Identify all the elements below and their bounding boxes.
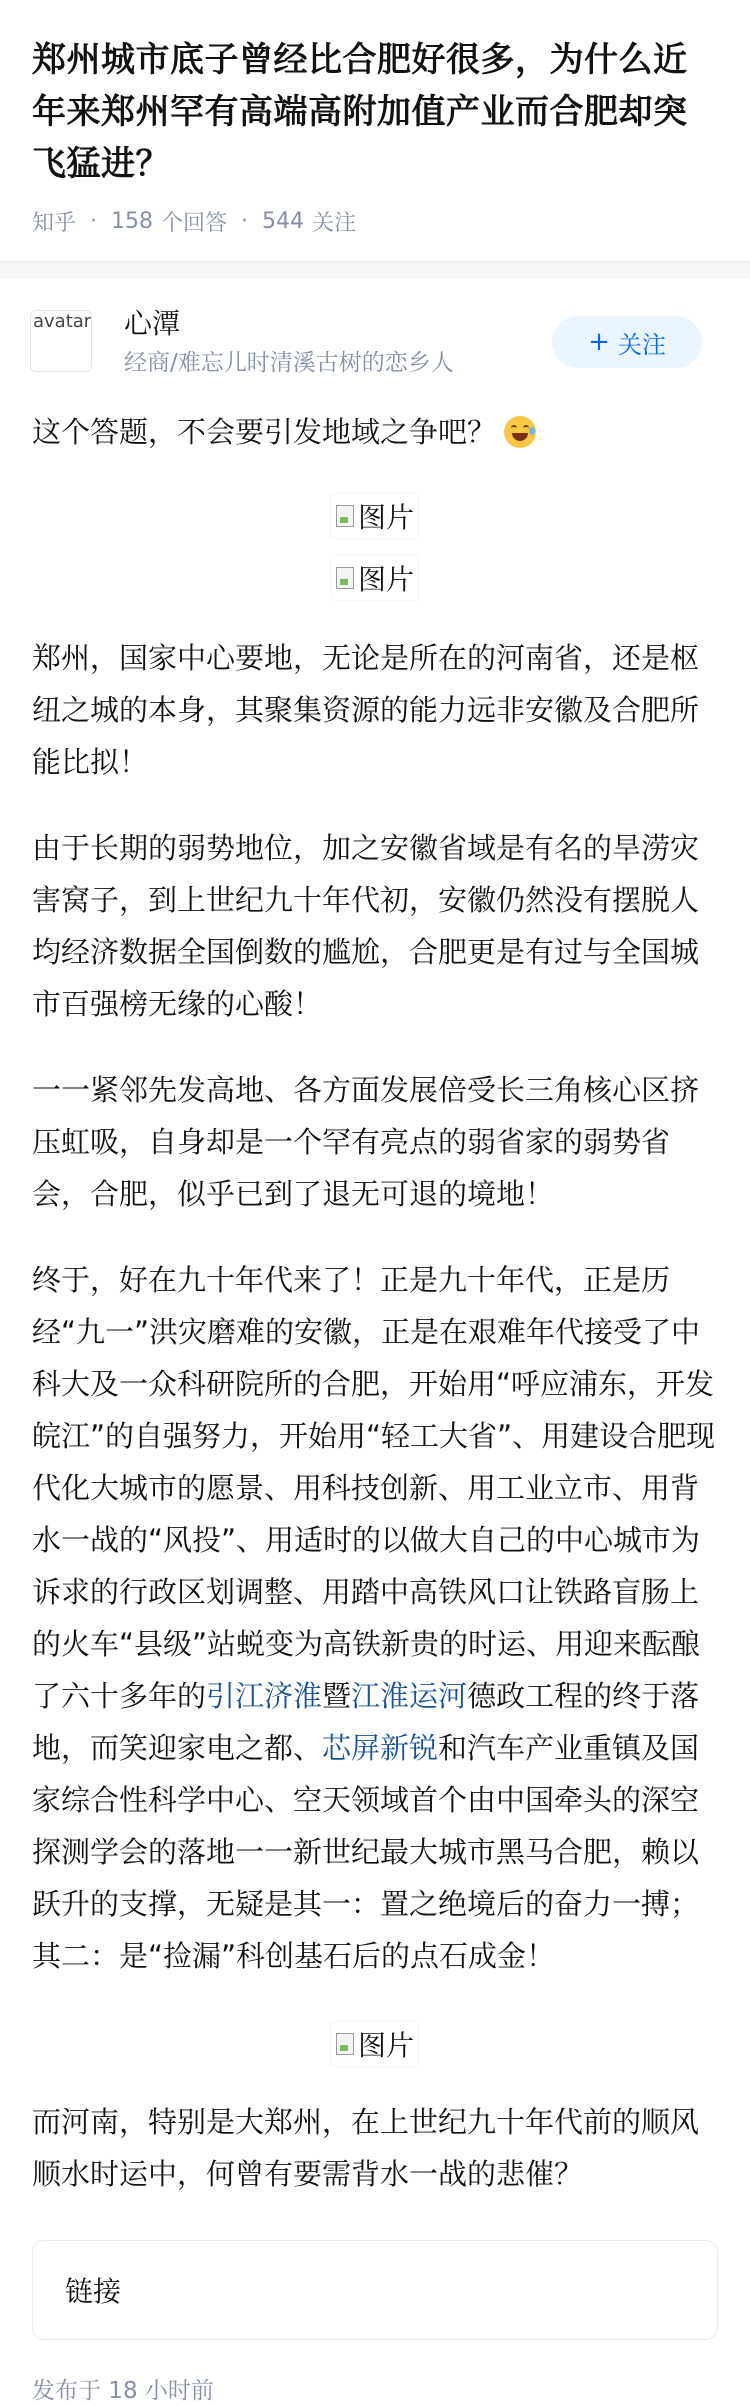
image-placeholder[interactable] <box>32 556 718 600</box>
answer-paragraph: 一一紧邻先发高地、各方面发展倍受长三角核心区挤压虹吸，自身却是一个罕有亮点的弱省家的弱势省会，合肥，似乎已到了退无可退的境地！ <box>32 1073 700 1211</box>
image-label: 图片 <box>357 2029 414 2062</box>
answer-count-label[interactable]: 个回答 <box>161 211 228 236</box>
paragraph-text: 暨 <box>322 1679 352 1713</box>
link-xinping-xinrui[interactable]: 芯屏新锐 <box>322 1731 439 1765</box>
meta-dot: · <box>241 209 249 234</box>
answer-intro <box>32 406 718 458</box>
paragraph-text: 德政工程的终于落地，而笑迎家电之都、 <box>32 1679 700 1765</box>
link-jianghuai-canal[interactable]: 江淮运河 <box>351 1679 468 1713</box>
author-bio: 经商/难忘儿时清溪古树的恋乡人 <box>124 350 454 376</box>
image-label: 图片 <box>357 501 414 534</box>
follow-count-label: 关注 <box>312 211 357 236</box>
broken-image-icon <box>336 505 354 527</box>
image-box <box>332 556 418 600</box>
avatar[interactable] <box>30 310 92 372</box>
avatar-alt-text: avatar <box>33 311 92 332</box>
broken-image-icon <box>336 2033 354 2055</box>
author-row <box>0 278 750 378</box>
platform-label[interactable]: 知乎 <box>32 211 77 236</box>
answer-content <box>0 406 750 2200</box>
follow-count: 544 <box>262 209 305 234</box>
answer-body <box>32 632 718 1982</box>
link-yinjiangjihuai[interactable]: 引江济淮 <box>206 1679 323 1713</box>
published-time: 发布于 18 小时前 <box>32 2378 214 2404</box>
image-label: 图片 <box>357 563 414 596</box>
question-meta <box>32 206 718 237</box>
follow-button[interactable] <box>552 316 702 368</box>
link-card-label: 链接 <box>65 2275 122 2308</box>
answer-paragraph: 由于长期的弱势地位，加之安徽省域是有名的旱涝灾害窝子，到上世纪九十年代初，安徽仍然没有摆脱人均经济数据全国倒数的尴尬，合肥更是有过与全国城市百强榜无缘的心酸！ <box>32 831 700 1021</box>
plus-icon: + <box>588 327 610 357</box>
link-card[interactable] <box>32 2240 718 2340</box>
section-divider <box>0 261 750 278</box>
question-header <box>0 0 750 237</box>
answer-paragraph: 而河南，特别是大郑州，在上世纪九十年代前的顺风顺水时运中，何曾有要需背水一战的悲催？ <box>32 2105 700 2191</box>
answer-paragraph <box>32 1254 718 1982</box>
image-placeholder[interactable] <box>32 2022 718 2066</box>
answer-count: 158 <box>111 209 154 234</box>
paragraph-text: 终于，好在九十年代来了！正是九十年代，正是历经“九一”洪灾磨难的安徽，正是在艰难年代接受了中科大及一众科研院所的合肥，开始用“呼应浦东，开发皖江”的自强努力，开始用“轻工大省”、用建设合肥现代化大城市的愿景、用科技创新、用工业立市、用背水一战的“风投”、用适时的以做大自己的中心城市为诉求的行政区划调整、用踏中高铁风口让铁路盲肠上的火车“县级”站蜕变为高铁新贵的时运、用迎来酝酿了六十多年的 <box>32 1263 716 1713</box>
image-box <box>332 494 418 538</box>
image-box <box>332 2022 418 2066</box>
image-placeholder[interactable] <box>32 494 718 538</box>
paragraph-text: 和汽车产业重镇及国家综合性科学中心、空天领域首个由中国牵头的深空探测学会的落地一一新世纪最大城市黑马合肥，赖以跃升的支撑，无疑是其一：置之绝境后的奋力一搏；其二：是“捡漏”科创基石后的点石成金！ <box>32 1731 700 1973</box>
question-title[interactable]: 郑州城市底子曾经比合肥好很多，为什么近年来郑州罕有高端高附加值产业而合肥却突飞猛进？ <box>32 40 688 184</box>
answer-intro-text: 这个答题，不会要引发地域之争吧？ <box>32 415 497 449</box>
answer-paragraph: 郑州，国家中心要地，无论是所在的河南省，还是枢纽之城的本身，其聚集资源的能力远非安徽及合肥所能比拟！ <box>32 641 700 779</box>
meta-dot: · <box>90 209 98 234</box>
laugh-cry-emoji-icon <box>504 416 536 448</box>
broken-image-icon <box>336 567 354 589</box>
follow-button-label: 关注 <box>617 330 666 359</box>
author-name[interactable]: 心潭 <box>124 307 181 340</box>
